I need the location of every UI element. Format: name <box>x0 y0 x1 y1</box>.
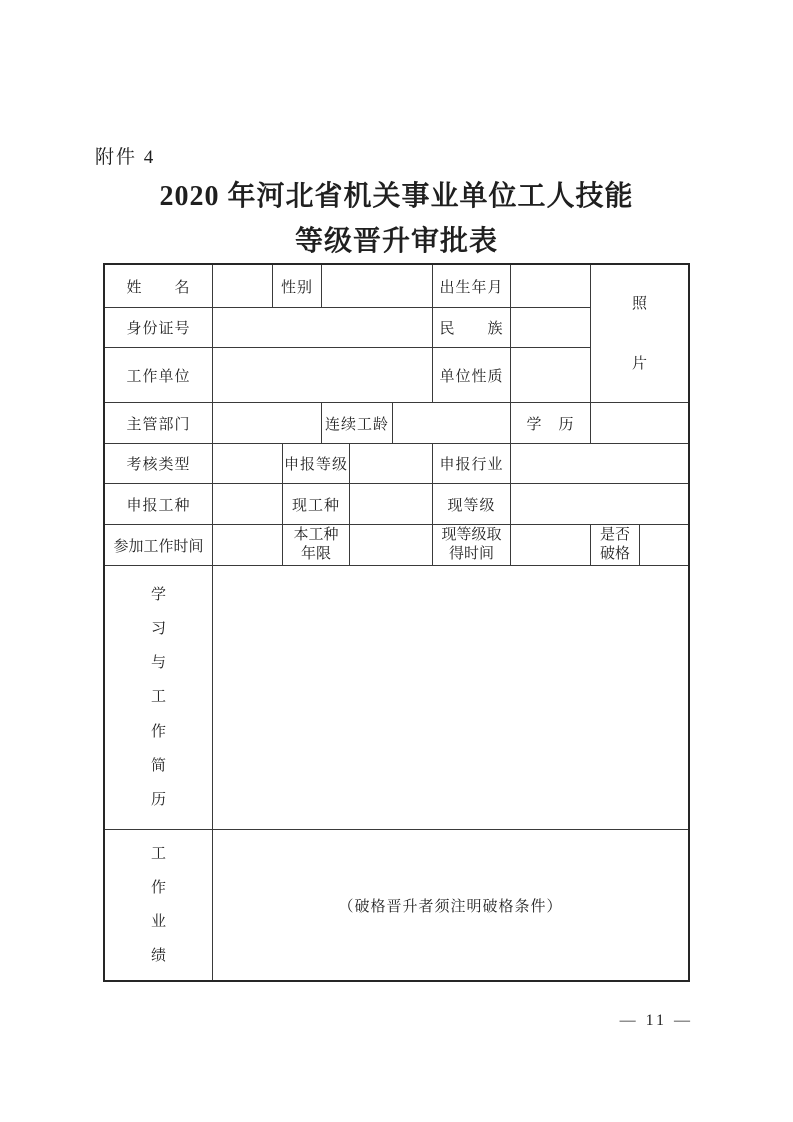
achievements-label: 工 作 业 绩 <box>105 830 213 980</box>
education-value-cell <box>591 403 688 444</box>
work-start-time-value-cell <box>213 525 283 566</box>
resume-content-cell <box>213 566 688 830</box>
ethnicity-label: 民 族 <box>433 308 511 348</box>
current-level-label: 现等级 <box>433 484 511 525</box>
trade-years-label: 本工种 年限 <box>283 525 350 566</box>
exceptional-value-cell <box>640 525 688 566</box>
page-number: — 11 — <box>619 1012 693 1029</box>
current-trade-label: 现工种 <box>283 484 350 525</box>
form-title-line2: 等级晋升审批表 <box>294 226 498 257</box>
assessment-type-label: 考核类型 <box>105 444 213 484</box>
approval-form-table <box>103 263 690 982</box>
form-title-line1: 2020 年河北省机关事业单位工人技能 <box>159 181 634 212</box>
supervising-dept-value-cell <box>213 403 322 444</box>
form-title <box>0 174 793 264</box>
work-unit-label: 工作单位 <box>105 348 213 403</box>
achievements-note: （破格晋升者须注明破格条件） <box>338 898 563 915</box>
exceptional-label: 是否 破格 <box>591 525 640 566</box>
applied-industry-label: 申报行业 <box>433 444 511 484</box>
applied-trade-value-cell <box>213 484 283 525</box>
applied-industry-value-cell <box>511 444 688 484</box>
current-trade-value-cell <box>350 484 433 525</box>
work-unit-value-cell <box>213 348 433 403</box>
resume-label: 学 习 与 工 作 简 历 <box>105 566 213 830</box>
ethnicity-value-cell <box>511 308 591 348</box>
trade-years-value-cell <box>350 525 433 566</box>
applied-trade-label: 申报工种 <box>105 484 213 525</box>
current-level-value-cell <box>511 484 688 525</box>
gender-value-cell <box>322 265 433 308</box>
name-value-cell <box>213 265 273 308</box>
achievements-content-cell <box>213 830 688 980</box>
supervising-dept-label: 主管部门 <box>105 403 213 444</box>
continuous-service-value-cell <box>393 403 511 444</box>
education-label: 学 历 <box>511 403 591 444</box>
id-number-label: 身份证号 <box>105 308 213 348</box>
birth-date-value-cell <box>511 265 591 308</box>
assessment-type-value-cell <box>213 444 283 484</box>
name-label: 姓 名 <box>105 265 213 308</box>
id-number-value-cell <box>213 308 433 348</box>
level-obtained-time-label: 现等级取 得时间 <box>433 525 511 566</box>
work-start-time-label: 参加工作时间 <box>105 525 213 566</box>
birth-date-label: 出生年月 <box>433 265 511 308</box>
attachment-label: 附件 4 <box>95 147 156 168</box>
applied-level-label: 申报等级 <box>283 444 350 484</box>
gender-label: 性别 <box>273 265 322 308</box>
unit-nature-label: 单位性质 <box>433 348 511 403</box>
photo-cell: 照 片 <box>591 265 688 403</box>
level-obtained-time-value-cell <box>511 525 591 566</box>
unit-nature-value-cell <box>511 348 591 403</box>
applied-level-value-cell <box>350 444 433 484</box>
continuous-service-label: 连续工龄 <box>322 403 393 444</box>
